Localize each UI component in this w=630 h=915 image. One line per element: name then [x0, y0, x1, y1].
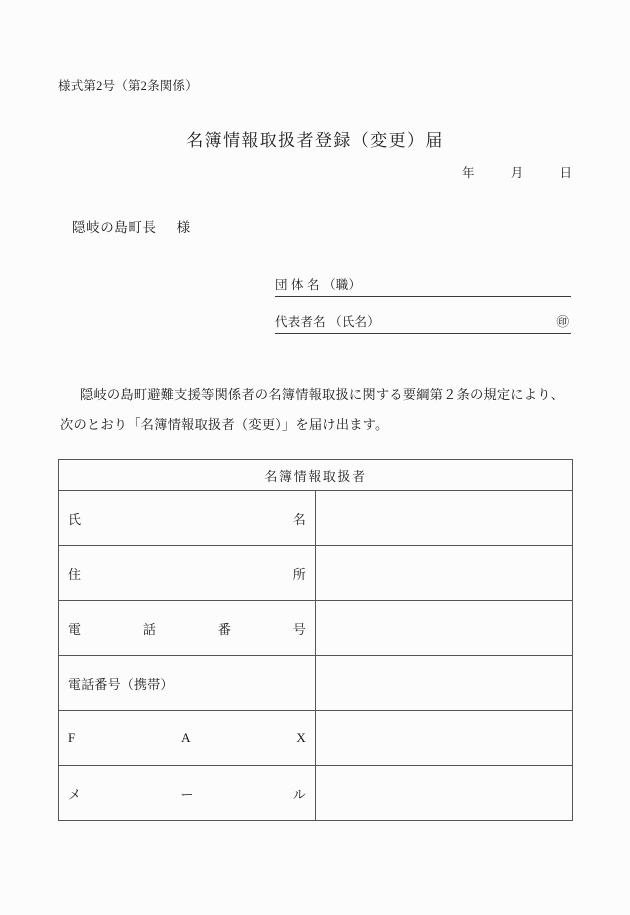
date-line: [462, 163, 572, 181]
row-label-name-text: [68, 509, 306, 528]
row-label-fax: [59, 711, 316, 766]
label-char: ー: [180, 786, 194, 802]
representative-name-label: 代表者名 （氏名）: [275, 315, 380, 329]
row-label-name: [59, 491, 316, 546]
form-number: 様式第2号（第2条関係）: [58, 79, 198, 93]
row-label-address: [59, 546, 316, 601]
table-row: [59, 491, 573, 546]
label-char: ル: [292, 786, 306, 802]
row-label-mobile-phone: [59, 656, 316, 711]
label-char: 氏: [68, 511, 82, 527]
seal-mark-icon: ㊞: [556, 315, 569, 329]
row-value-email[interactable]: [316, 766, 573, 821]
row-label-mobile-phone-text: 電話番号（携帯）: [68, 676, 174, 692]
table-row: [59, 546, 573, 601]
addressee: [72, 216, 191, 236]
date-day-label: 日: [559, 166, 572, 180]
organization-name-label: 団 体 名 （職）: [275, 278, 362, 292]
addressee-recipient: 隠岐の島町長: [72, 220, 157, 235]
body-paragraph-line-2: 次のとおり「名簿情報取扱者（変更）」を届け出ます。: [60, 417, 389, 432]
body-paragraph: [60, 380, 576, 440]
date-year-label: 年: [461, 166, 475, 180]
representative-name-field[interactable]: [275, 307, 571, 334]
signature-block: [275, 270, 571, 334]
label-char: A: [181, 730, 191, 745]
row-value-mobile-phone[interactable]: [316, 656, 573, 711]
row-value-address[interactable]: [316, 546, 573, 601]
label-char: 名: [292, 511, 306, 527]
label-char: 電: [68, 621, 82, 637]
handler-info-table: [58, 459, 573, 821]
page-title: 名簿情報取扱者登録（変更）届: [186, 131, 444, 150]
row-value-name[interactable]: [316, 491, 573, 546]
table-row: [59, 601, 573, 656]
organization-name-field[interactable]: [275, 270, 571, 297]
row-label-email-text: [68, 784, 306, 803]
row-value-phone[interactable]: [316, 601, 573, 656]
label-char: F: [68, 730, 76, 745]
row-label-fax-text: [68, 730, 306, 746]
table-header-row: [59, 460, 573, 491]
row-value-fax[interactable]: [316, 711, 573, 766]
row-label-address-text: [68, 564, 306, 583]
body-paragraph-line-1: 隠岐の島町避難支援等関係者の名簿情報取扱に関する要綱第２条の規定により、: [80, 387, 565, 402]
label-char: 所: [292, 566, 306, 582]
label-char: X: [296, 730, 306, 745]
label-char: 住: [68, 566, 82, 582]
table-header-title: 名簿情報取扱者: [59, 460, 573, 491]
table-row: [59, 766, 573, 821]
label-char: 番: [217, 621, 232, 637]
table-row: [59, 711, 573, 766]
row-label-phone: [59, 601, 316, 656]
table-row: [59, 656, 573, 711]
row-label-phone-text: [68, 619, 306, 638]
addressee-honorific: 様: [176, 220, 191, 235]
label-char: メ: [68, 786, 82, 802]
date-month-label: 月: [510, 166, 524, 180]
row-label-email: [59, 766, 316, 821]
label-char: 話: [142, 621, 157, 637]
label-char: 号: [292, 621, 306, 637]
